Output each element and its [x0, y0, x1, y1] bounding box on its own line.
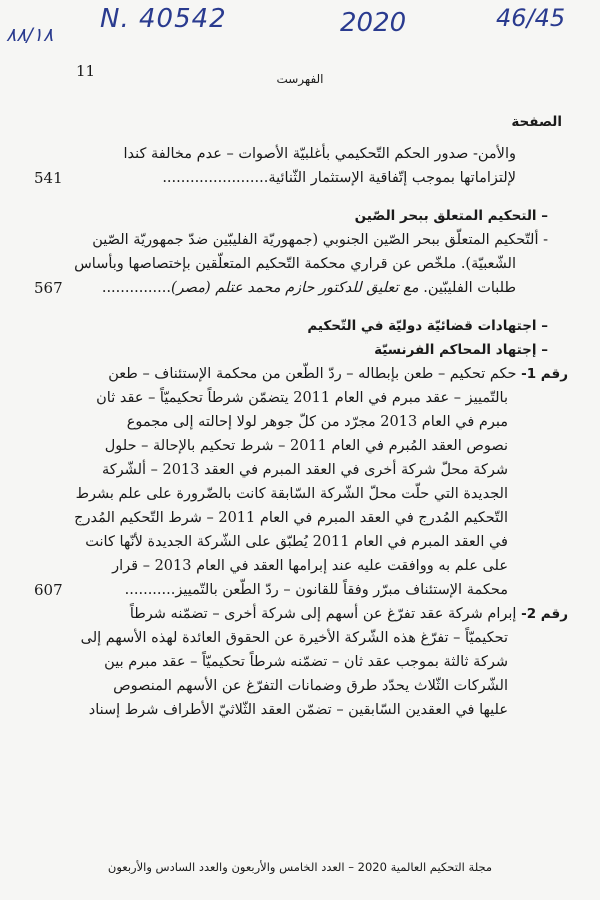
handwritten-year: 2020 [340, 8, 407, 38]
case-text: حكم تحكيم – طعن بإبطاله – ردّ الطّعن من محكمة الإستئناف – طعن [108, 366, 517, 382]
toc-line-text: - ألتّحكيم المتعلّق ببحر الصّين الجنوبي (جمهوريّة الفليبّين ضدّ جمهوريّة الصّين [92, 232, 548, 248]
toc-line [34, 142, 568, 166]
toc-line-text: الجديدة التي حلّت محلّ الشّركة السّابقة كانت بالضّرورة على علم بشرط [75, 486, 508, 502]
case-text: إبرام شركة عقد تفرّغ عن أسهم إلى شركة أخرى – تضمّنه شرطاً [129, 606, 517, 622]
case-label: رقم 2- [521, 606, 568, 622]
handwritten-number: N. 40542 [100, 4, 227, 34]
journal-footer: مجلة التحكيم العالمية 2020 – العدد الخامس والأربعون والعدد السادس والأربعون [107, 860, 493, 874]
toc-line-text: طلبات الفليبّين. [423, 280, 516, 296]
toc-line [34, 228, 568, 252]
handwritten-folio: 46/45 [496, 4, 566, 32]
case-entry-line [34, 602, 568, 626]
toc-line [34, 482, 568, 506]
toc-line [34, 650, 568, 674]
toc-line [34, 386, 568, 410]
toc-line [34, 252, 568, 276]
toc-line [34, 434, 568, 458]
toc-line-text: شركة ثالثة بموجب عقد ثان – تضمّنه شرطاً تحكيميّاً – عقد مبرم بين [104, 654, 508, 670]
leader-dots: ............... [101, 280, 171, 296]
toc-line [34, 626, 568, 650]
leader-dots: ...................... [162, 170, 264, 186]
leader-dots: .......... [124, 582, 171, 598]
toc-line [34, 698, 568, 722]
section-heading: – التحكيم المتعلق ببحر الصّين [354, 208, 548, 224]
section-heading: – إجتهاد المحاكم الفرنسيّة [374, 342, 548, 358]
toc-line [34, 674, 568, 698]
page-reference: 607 [34, 581, 63, 599]
commentary-credit: مع تعليق للدكتور حازم محمد عتلم (مصر) [170, 280, 419, 296]
toc-line [34, 166, 568, 190]
page-reference: 541 [34, 169, 63, 187]
page-reference: 567 [34, 279, 63, 297]
toc-line [34, 578, 568, 602]
toc-line [34, 458, 568, 482]
table-of-contents [34, 142, 568, 722]
toc-line-text: الشّعبيّة). ملخّص عن قراري محكمة التّحكيم المتعلّقين بإختصاصها وبأساس [74, 256, 516, 272]
toc-line-text: والأمن- صدور الحكم التّحكيمي بأغلبيّة الأصوات – عدم مخالفة كندا [123, 146, 516, 162]
toc-line-text: لإلتزاماتها بموجب إتّفاقية الإستثمار الثّنائية. [263, 170, 516, 186]
section-heading: – اجتهادات قضائيّة دوليّة في التّحكيم [307, 318, 548, 334]
toc-line-text: عليها في العقدين السّابقين – تضمّن العقد الثّلاثيّ الأطراف شرط إسناد [88, 702, 508, 718]
running-title: الفهرست [276, 72, 324, 86]
toc-line [34, 276, 568, 300]
case-label: رقم 1- [521, 366, 568, 382]
toc-line [34, 410, 568, 434]
toc-line-text: تحكيميّاً – تفرّغ هذه الشّركة الأخيرة عن الحقوق العائدة لهذه الأسهم إلى [80, 630, 508, 646]
toc-line [34, 530, 568, 554]
spacer [34, 300, 568, 314]
toc-line-text: محكمة الإستئناف مبرّر وفقاً للقانون – ردّ الطّعن بالتّمييز. [170, 582, 508, 598]
toc-line-text: التّحكيم المُدرج في العقد المبرم في العام 2011 – شرط التّحكيم المُدرج [74, 510, 508, 526]
case-entry-line [34, 362, 568, 386]
toc-line [34, 554, 568, 578]
toc-line [34, 506, 568, 530]
handwritten-reference: ٨٨/١٨ [6, 24, 54, 46]
toc-line-text: نصوص العقد المُبرم في العام 2011 – شرط تحكيم بالإحالة – حلول [104, 438, 508, 454]
page-column-heading: الصفحة [511, 114, 562, 130]
toc-line-text: على علم به ووافقت عليه عند إبرامها العقد في العام 2013 – قرار [112, 558, 508, 574]
spacer [34, 190, 568, 204]
toc-line-text: مبرم في العام 2013 مجرّد من كلّ جوهر لولا إحالته إلى مجموع [126, 414, 508, 430]
toc-line-text: شركة محلّ شركة أخرى في العقد المبرم في العقد 2013 – ألشّركة [101, 462, 508, 478]
page-number: 11 [76, 62, 96, 80]
toc-line-text: بالتّمييز – عقد مبرم في العام 2011 يتضمّن شرطاً تحكيميّاً – عقد ثان [96, 390, 508, 406]
toc-line-text: الشّركات الثّلاث يحدّد طرق وضمانات التفرّغ عن الأسهم المنصوص [113, 678, 508, 694]
toc-line-text: في العقد المبرم في العام 2011 يُطبّق على الشّركة الجديدة لأنّها كانت [85, 534, 508, 550]
